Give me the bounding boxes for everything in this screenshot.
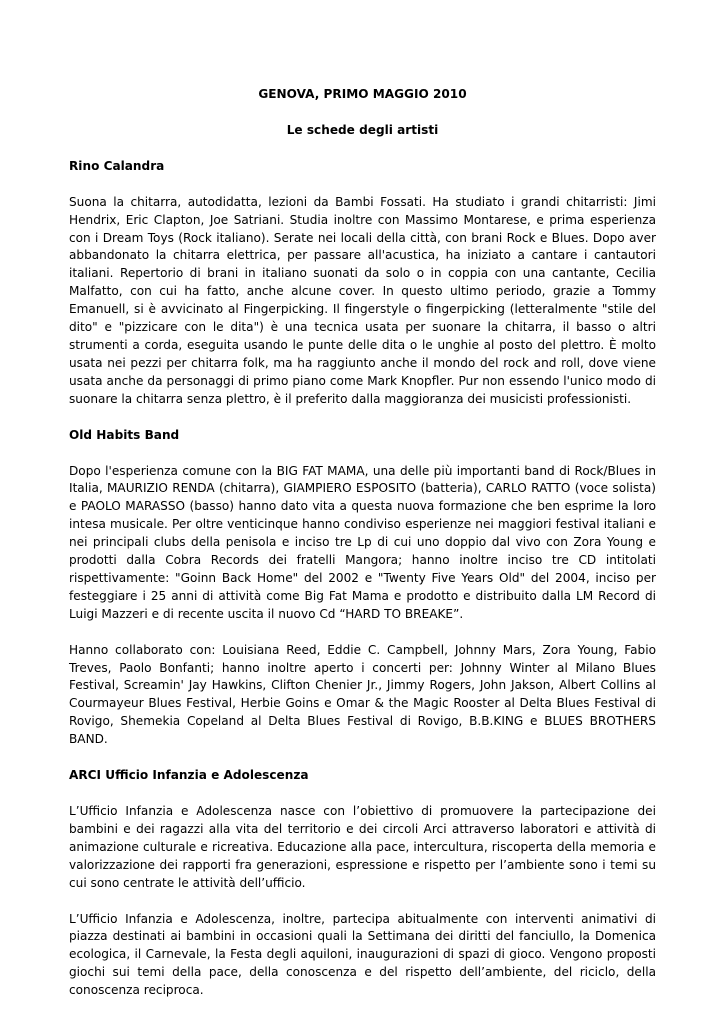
paragraph-arci-ufficio-mission: L’Ufficio Infanzia e Adolescenza nasce con l’obiettivo di promuovere la partecipazione dei bambini e dei ragazzi alla vita del territorio e dei circoli Arci attraverso laboratori e attività di animazione culturale e ricreativa. Educazione alla pace, intercultura, riscoperta della memoria e valorizzazione dei rapporti fra generazioni, espressione e rispetto per l’ambiente sono i temi su cui sono centrate le attività dell’ufficio.	[69, 804, 656, 890]
section-heading-old-habits-band: Old Habits Band	[69, 427, 180, 442]
paragraph-rino-calandra-bio: Suona la chitarra, autodidatta, lezioni da Bambi Fossati. Ha studiato i grandi chitarristi: Jimi Hendrix, Eric Clapton, Joe Satriani. Studia inoltre con Massimo Montarese, e prima esperienza con i Dream Toys (Rock italiano). Serate nei locali della città, con brani Rock e Blues. Dopo aver abbandonato la chitarra elettrica, per passare all'acustica, ha iniziato a cantare i cantautori italiani. Repertorio di brani in italiano suonati da solo o in coppia con una cantante, Cecilia Malfatto, con cui ha fatto, anche alcune cover. In questo ultimo periodo, grazie a Tommy Emanuell, si è avvicinato al Fingerpicking. Il fingerstyle o fingerpicking (letteralmente "stile del dito" e "pizzicare con le dita") è una tecnica usata per suonare la chitarra, il basso o altri strumenti a corda, eseguita usando le punte delle dita o le unghie al posto del plettro. È molto usata nei pezzi per chitarra folk, ma ha raggiunto anche il mondo del rock and roll, dove viene usata anche da personaggi di primo piano come Mark Knopfler. Pur non essendo l'unico modo di suonare la chitarra senza plettro, è il preferito dalla maggioranza dei musicisti professionisti.	[69, 194, 656, 406]
paragraph-arci-ufficio-activities: L’Ufficio Infanzia e Adolescenza, inoltre, partecipa abitualmente con interventi animativi di piazza destinati ai bambini in occasioni quali la Settimana dei diritti del fanciullo, la Domenica ecologica, il Carnevale, la Festa degli aquiloni, inaugurazioni di spazi di gioco. Vengono proposti giochi sui temi della pace, della conoscenza e del rispetto dell’ambiente, del riciclo, della conoscenza reciproca.	[69, 911, 656, 998]
section-heading-arci-ufficio: ARCI Ufficio Infanzia e Adolescenza	[69, 768, 309, 783]
document-title: GENOVA, PRIMO MAGGIO 2010	[258, 87, 467, 101]
section-heading-rino-calandra: Rino Calandra	[69, 158, 165, 173]
document-subtitle: Le schede degli artisti	[286, 122, 439, 137]
document-page	[69, 86, 656, 1000]
paragraph-old-habits-band-history: Dopo l'esperienza comune con la BIG FAT MAMA, una delle più importanti band di Rock/Blues in Italia, MAURIZIO RENDA (chitarra), GIAMPIERO ESPOSITO (batteria), CARLO RATTO (voce solista) e PAOLO MARASSO (basso) hanno dato vita a questa nuova formazione che ben esprime la loro intesa musicale. Per oltre venticinque hanno condiviso esperienze nei maggiori festival italiani e nei principali clubs della penisola e inciso tre Lp di cui uno doppio dal vivo con Zora Young e prodotti dalla Cobra Records dei fratelli Mangora; hanno inoltre inciso tre CD intitolati rispettivamente: "Goinn Back Home" del 2002 e "Twenty Five Years Old" del 2004, inciso per festeggiare i 25 anni di attività come Big Fat Mama e prodotto e distribuito dalla LM Record di Luigi Mazzeri e di recente uscita il nuovo Cd “HARD TO BREAKE”.	[69, 463, 656, 621]
paragraph-old-habits-band-collaborations: Hanno collaborato con: Louisiana Reed, Eddie C. Campbell, Johnny Mars, Zora Young, Fabio Treves, Paolo Bonfanti; hanno inoltre aperto i concerti per: Johnny Winter al Milano Blues Festival, Screamin' Jay Hawkins, Clifton Chenier Jr., Jimmy Rogers, John Jakson, Albert Collins al Courmayeur Blues Festival, Herbie Goins e Omar & the Magic Rooster al Delta Blues Festival di Rovigo, Shemekia Copeland al Delta Blues Festival di Rovigo, B.B.KING e BLUES BROTHERS BAND.	[69, 642, 656, 747]
